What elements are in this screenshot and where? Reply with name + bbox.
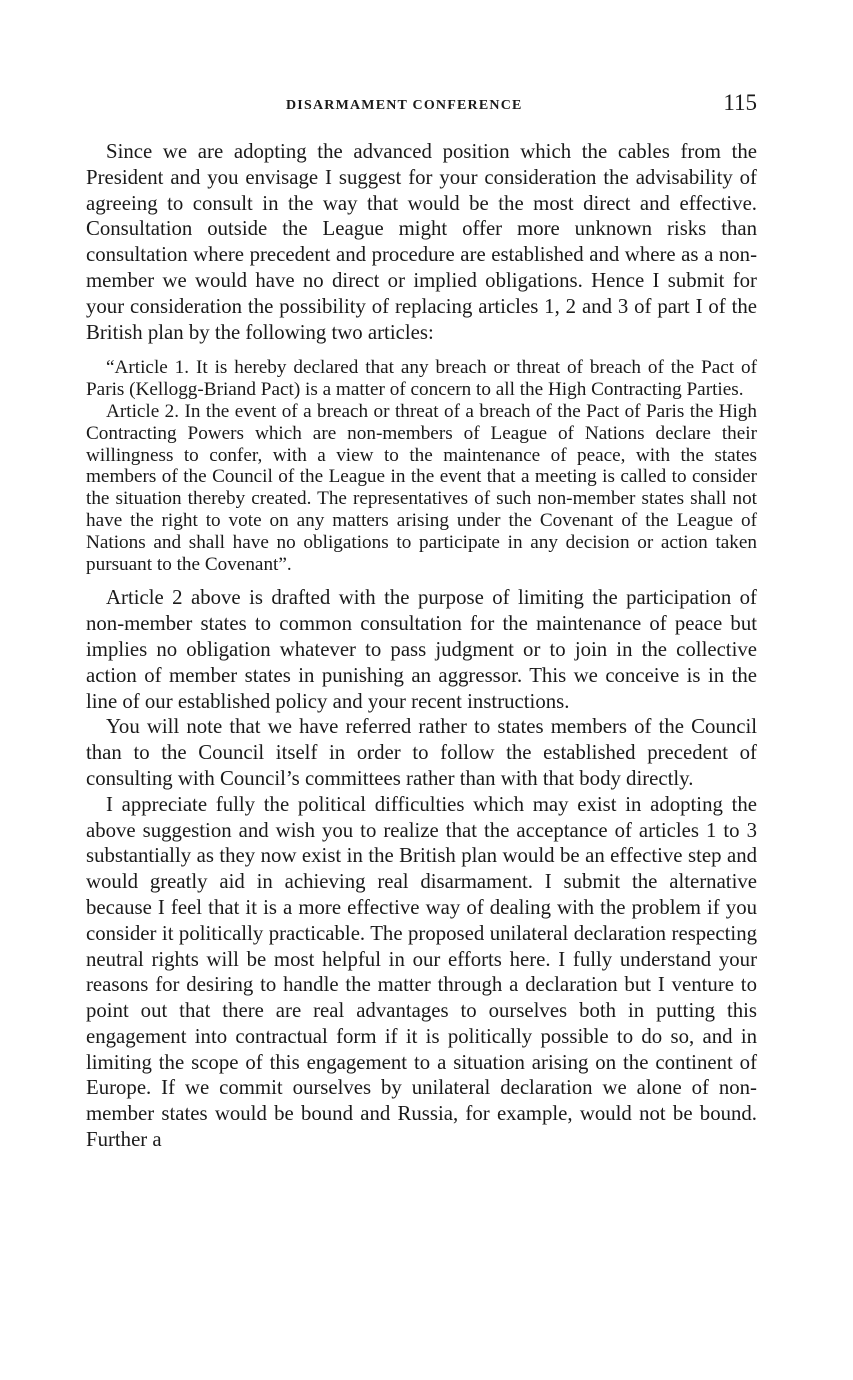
quote-article-1: “Article 1. It is hereby declared that any breach or threat of breach of the Pact of Paris (Kellogg-Briand Pact) is a matter of concern to all the High Contracting Parties. xyxy=(86,357,757,401)
body-paragraph: Since we are adopting the advanced position which the cables from the President and you envisage I suggest for your consideration the advisability of agreeing to consult in the way that would be the most direct and effective. Consultation outside the League might offer more unknown risks than consultation where precedent and procedure are established and where as a non-member we would have no direct or implied obligations. Hence I submit for your consideration the possibility of replacing articles 1, 2 and 3 of part I of the British plan by the following two articles: xyxy=(86,140,757,344)
body-paragraph: You will note that we have referred rather to states members of the Council than to the Council itself in order to follow the established precedent of consulting with Council’s committees rather than with that body directly. xyxy=(86,715,757,790)
running-title: DISARMAMENT CONFERENCE xyxy=(286,98,523,113)
page-number: 115 xyxy=(723,90,757,115)
running-header xyxy=(86,88,757,124)
document-page xyxy=(86,88,757,1153)
quoted-articles xyxy=(86,357,757,575)
quote-article-2: Article 2. In the event of a breach or threat of a breach of the Pact of Paris the High Contracting Powers which are non-members of League of Nations declare their willingness to confer, with a view to the maintenance of peace, with the states members of the Council of the League in the event that a meeting is called to consider the situation thereby created. The representatives of such non-member states shall not have the right to vote on any matters arising under the Covenant of the League of Nations and shall have no obligations to participate in any decision or action taken pursuant to the Covenant”. xyxy=(86,400,757,575)
body-paragraph: I appreciate fully the political difficulties which may exist in adopting the above suggestion and wish you to realize that the acceptance of articles 1 to 3 substantially as they now exist in the British plan would be an effective step and would greatly aid in achieving real disarmament. I submit the alternative because I feel that it is a more effective way of dealing with the problem if you consider it politically practicable. The proposed unilateral declaration respecting neutral rights will be most helpful in our efforts here. I fully understand your reasons for desiring to handle the matter through a declaration but I venture to point out that there are real advantages to ourselves both in putting this engagement into contractual form if it is politically possible to do so, and in limiting the scope of this engagement to a situation arising on the continent of Europe. If we commit ourselves by unilateral declaration we alone of non-member states would be bound and Russia, for example, would not be bound. Further a xyxy=(86,792,757,1152)
body-paragraph: Article 2 above is drafted with the purpose of limiting the participation of non-member states to common consultation for the maintenance of peace but implies no obligation whatever to pass judgment or to join in the collective action of member states in punishing an aggressor. This we conceive is in the line of our established policy and your recent instructions. xyxy=(86,586,757,713)
